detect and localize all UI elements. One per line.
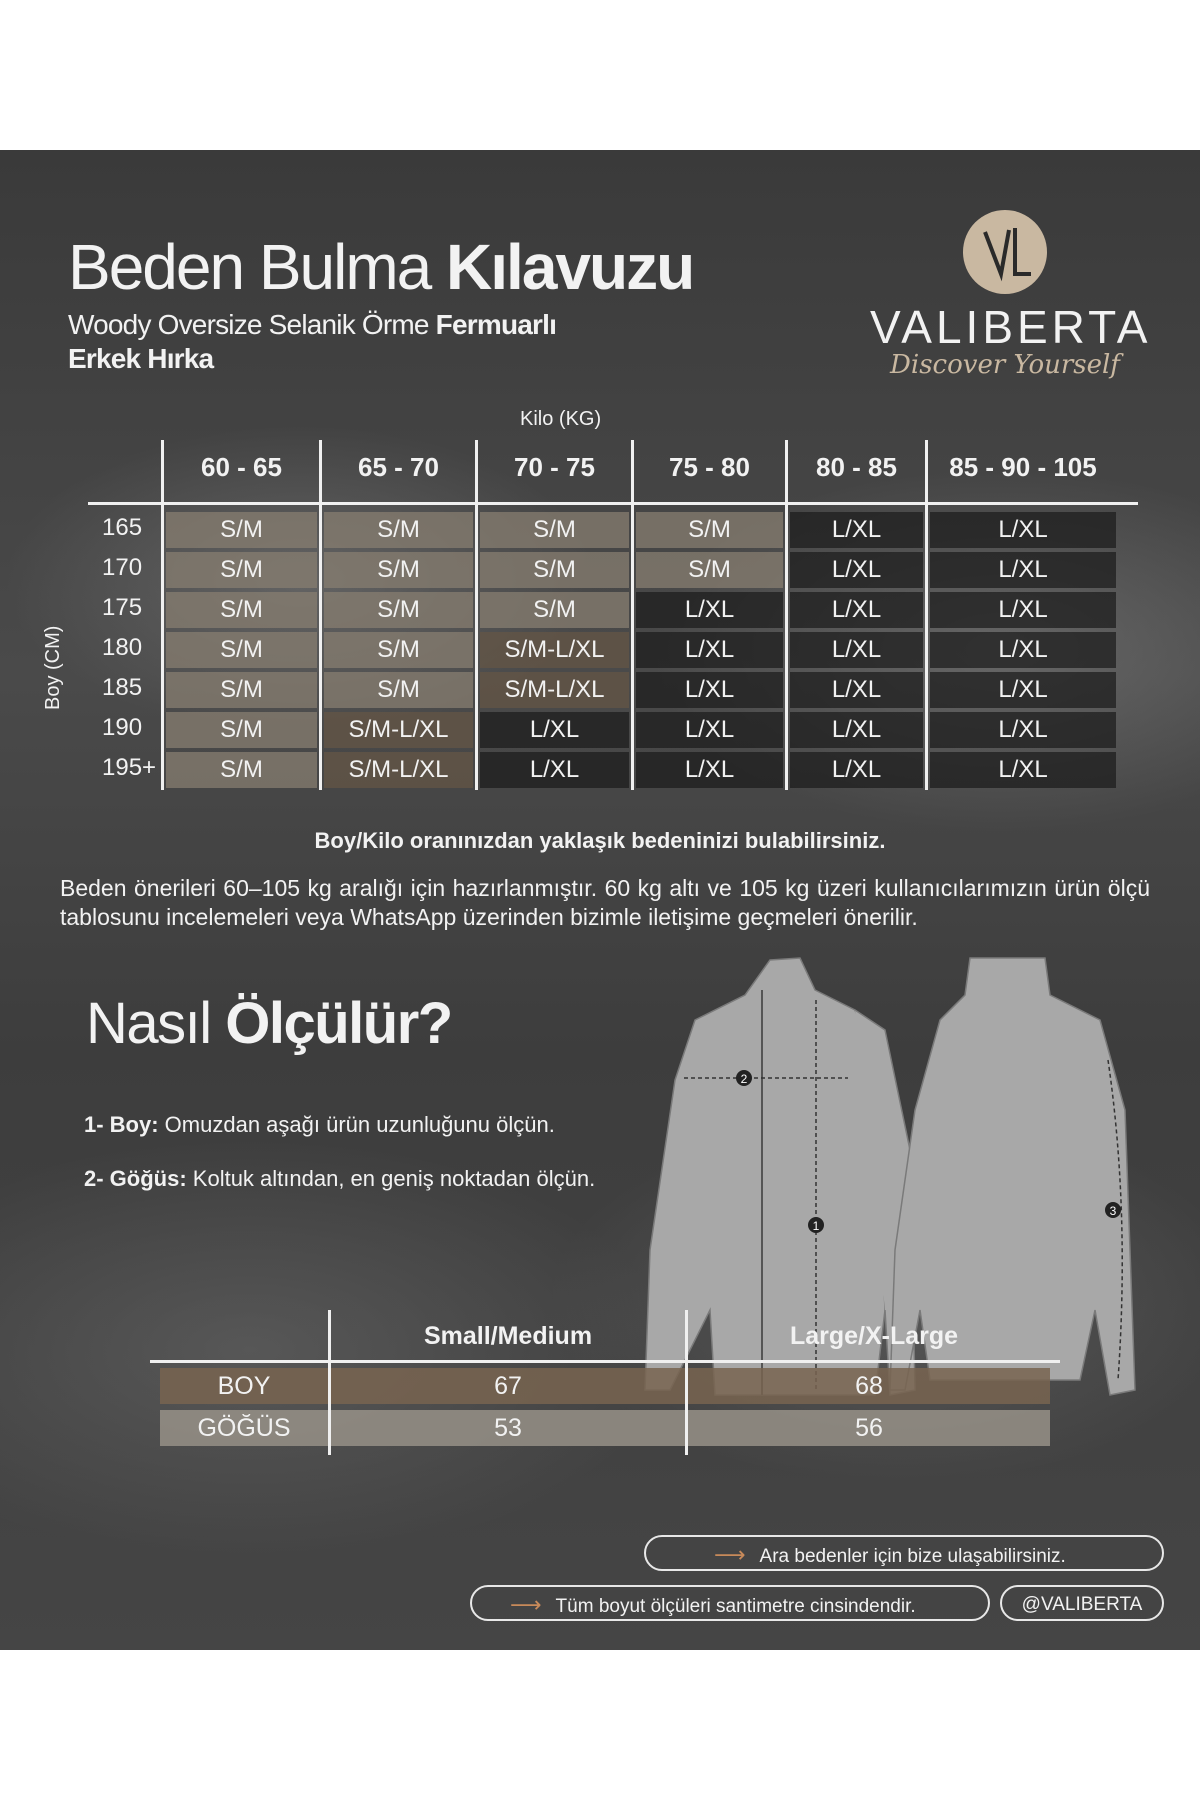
- header-small-medium: Small/Medium: [423, 1322, 593, 1350]
- weight-column-header: 85 - 90 - 105: [949, 452, 1097, 482]
- arrow-right-icon: ⟶: [714, 1542, 746, 1567]
- size-cell: L/XL: [790, 552, 923, 588]
- height-row-label: 195+: [102, 754, 157, 781]
- height-row-label: 185: [102, 674, 143, 701]
- size-cell: S/M: [166, 712, 317, 748]
- height-row-label: 175: [102, 594, 143, 621]
- size-cell: L/XL: [636, 632, 783, 668]
- size-cell: L/XL: [930, 632, 1116, 668]
- height-row-label: 180: [102, 634, 143, 661]
- size-cell: L/XL: [636, 592, 783, 628]
- brand-tagline: Discover Yourself: [890, 350, 1120, 380]
- weight-column-header: 65 - 70: [358, 452, 439, 482]
- size-cell: S/M: [480, 512, 629, 548]
- size-cell: L/XL: [790, 712, 923, 748]
- weight-column-header: 60 - 65: [201, 452, 282, 482]
- row-label-boy: BOY: [160, 1368, 328, 1404]
- marker-3: 3: [1109, 1204, 1117, 1218]
- grid-divider: [319, 440, 322, 790]
- grid-divider: [475, 440, 478, 790]
- size-cell: L/XL: [790, 632, 923, 668]
- gogus-small-medium: 53: [331, 1410, 685, 1446]
- brand-name: VALIBERTA: [870, 301, 1152, 353]
- gogus-large-xlarge: 56: [688, 1410, 1050, 1446]
- boy-large-xlarge: 68: [688, 1368, 1050, 1404]
- size-cell: S/M: [324, 672, 473, 708]
- size-cell: S/M: [166, 632, 317, 668]
- grid-divider: [161, 440, 164, 790]
- logo-monogram-icon: [963, 210, 1047, 294]
- size-cell: L/XL: [930, 672, 1116, 708]
- units-pill: ⟶ Tüm boyut ölçüleri santimetre cinsindendir.: [470, 1585, 990, 1621]
- size-cell: S/M: [480, 592, 629, 628]
- size-cell: S/M: [324, 552, 473, 588]
- grid-divider: [631, 440, 634, 790]
- table-note: Boy/Kilo oranınızdan yaklaşık bedeninizi bulabilirsiniz.: [314, 828, 886, 853]
- step-length: 1- Boy: Omuzdan aşağı ürün uzunluğunu ölçün.: [84, 1112, 555, 1137]
- size-cell: S/M-L/XL: [324, 712, 473, 748]
- size-cell: S/M-L/XL: [480, 672, 629, 708]
- size-cell: S/M: [166, 512, 317, 548]
- size-cell: L/XL: [636, 712, 783, 748]
- arrow-right-icon: ⟶: [510, 1592, 542, 1617]
- size-cell: S/M: [636, 512, 783, 548]
- contact-pill[interactable]: ⟶ Ara bedenler için bize ulaşabilirsiniz.: [644, 1535, 1164, 1571]
- instagram-handle-pill[interactable]: @VALIBERTA: [1000, 1585, 1164, 1621]
- marker-1: 1: [812, 1219, 820, 1233]
- size-cell: S/M: [324, 632, 473, 668]
- size-cell: L/XL: [930, 752, 1116, 788]
- size-cell: S/M: [480, 552, 629, 588]
- size-cell: S/M-L/XL: [324, 752, 473, 788]
- weight-axis-label: Kilo (KG): [520, 408, 602, 430]
- header-large-xlarge: Large/X-Large: [789, 1322, 959, 1350]
- weight-column-header: 70 - 75: [514, 452, 595, 482]
- size-cell: L/XL: [480, 752, 629, 788]
- size-cell: S/M: [166, 752, 317, 788]
- size-cell: L/XL: [636, 752, 783, 788]
- size-cell: L/XL: [930, 552, 1116, 588]
- grid-header-rule: [88, 502, 1138, 505]
- size-cell: L/XL: [930, 712, 1116, 748]
- size-cell: S/M: [166, 672, 317, 708]
- size-cell: S/M: [636, 552, 783, 588]
- weight-column-header: 80 - 85: [816, 452, 897, 482]
- size-cell: L/XL: [636, 672, 783, 708]
- boy-small-medium: 67: [331, 1368, 685, 1404]
- height-row-label: 165: [102, 514, 143, 541]
- size-cell: S/M: [166, 552, 317, 588]
- size-cell: S/M: [324, 512, 473, 548]
- height-row-label: 190: [102, 714, 143, 741]
- product-subtitle: Woody Oversize Selanik Örme Fermuarlı Erkek Hırka: [68, 309, 557, 374]
- step-chest: 2- Göğüs: Koltuk altından, en geniş noktadan ölçün.: [84, 1166, 596, 1191]
- grid-divider: [925, 440, 928, 790]
- size-cell: L/XL: [790, 672, 923, 708]
- page-title: Beden Bulma Kılavuzu: [68, 231, 694, 303]
- size-cell: L/XL: [930, 512, 1116, 548]
- weight-column-header: 75 - 80: [669, 452, 750, 482]
- size-guide-panel: [0, 150, 1200, 1650]
- size-cell: L/XL: [790, 512, 923, 548]
- size-cell: L/XL: [930, 592, 1116, 628]
- height-axis-label: Boy (CM): [42, 625, 64, 710]
- size-cell: S/M: [324, 592, 473, 628]
- brand-logo: [870, 210, 1152, 380]
- size-cell: S/M: [166, 592, 317, 628]
- size-range-note: Beden önerileri 60–105 kg aralığı için hazırlanmıştır. 60 kg altı ve 105 kg üzeri kullanıcılarımızın ürün ölçü tablosunu incelemeleri veya WhatsApp üzerinden bizimle iletişime geçmeleri önerilir.: [60, 875, 1150, 930]
- marker-2: 2: [740, 1072, 748, 1086]
- size-cell: L/XL: [480, 712, 629, 748]
- grid-divider: [785, 440, 788, 790]
- size-table: [88, 440, 1138, 790]
- size-cell: L/XL: [790, 752, 923, 788]
- size-cell: S/M-L/XL: [480, 632, 629, 668]
- size-cell: L/XL: [790, 592, 923, 628]
- height-row-label: 170: [102, 554, 143, 581]
- row-label-gogus: GÖĞÜS: [160, 1410, 328, 1446]
- how-to-measure-title: Nasıl Ölçülür?: [86, 991, 452, 1056]
